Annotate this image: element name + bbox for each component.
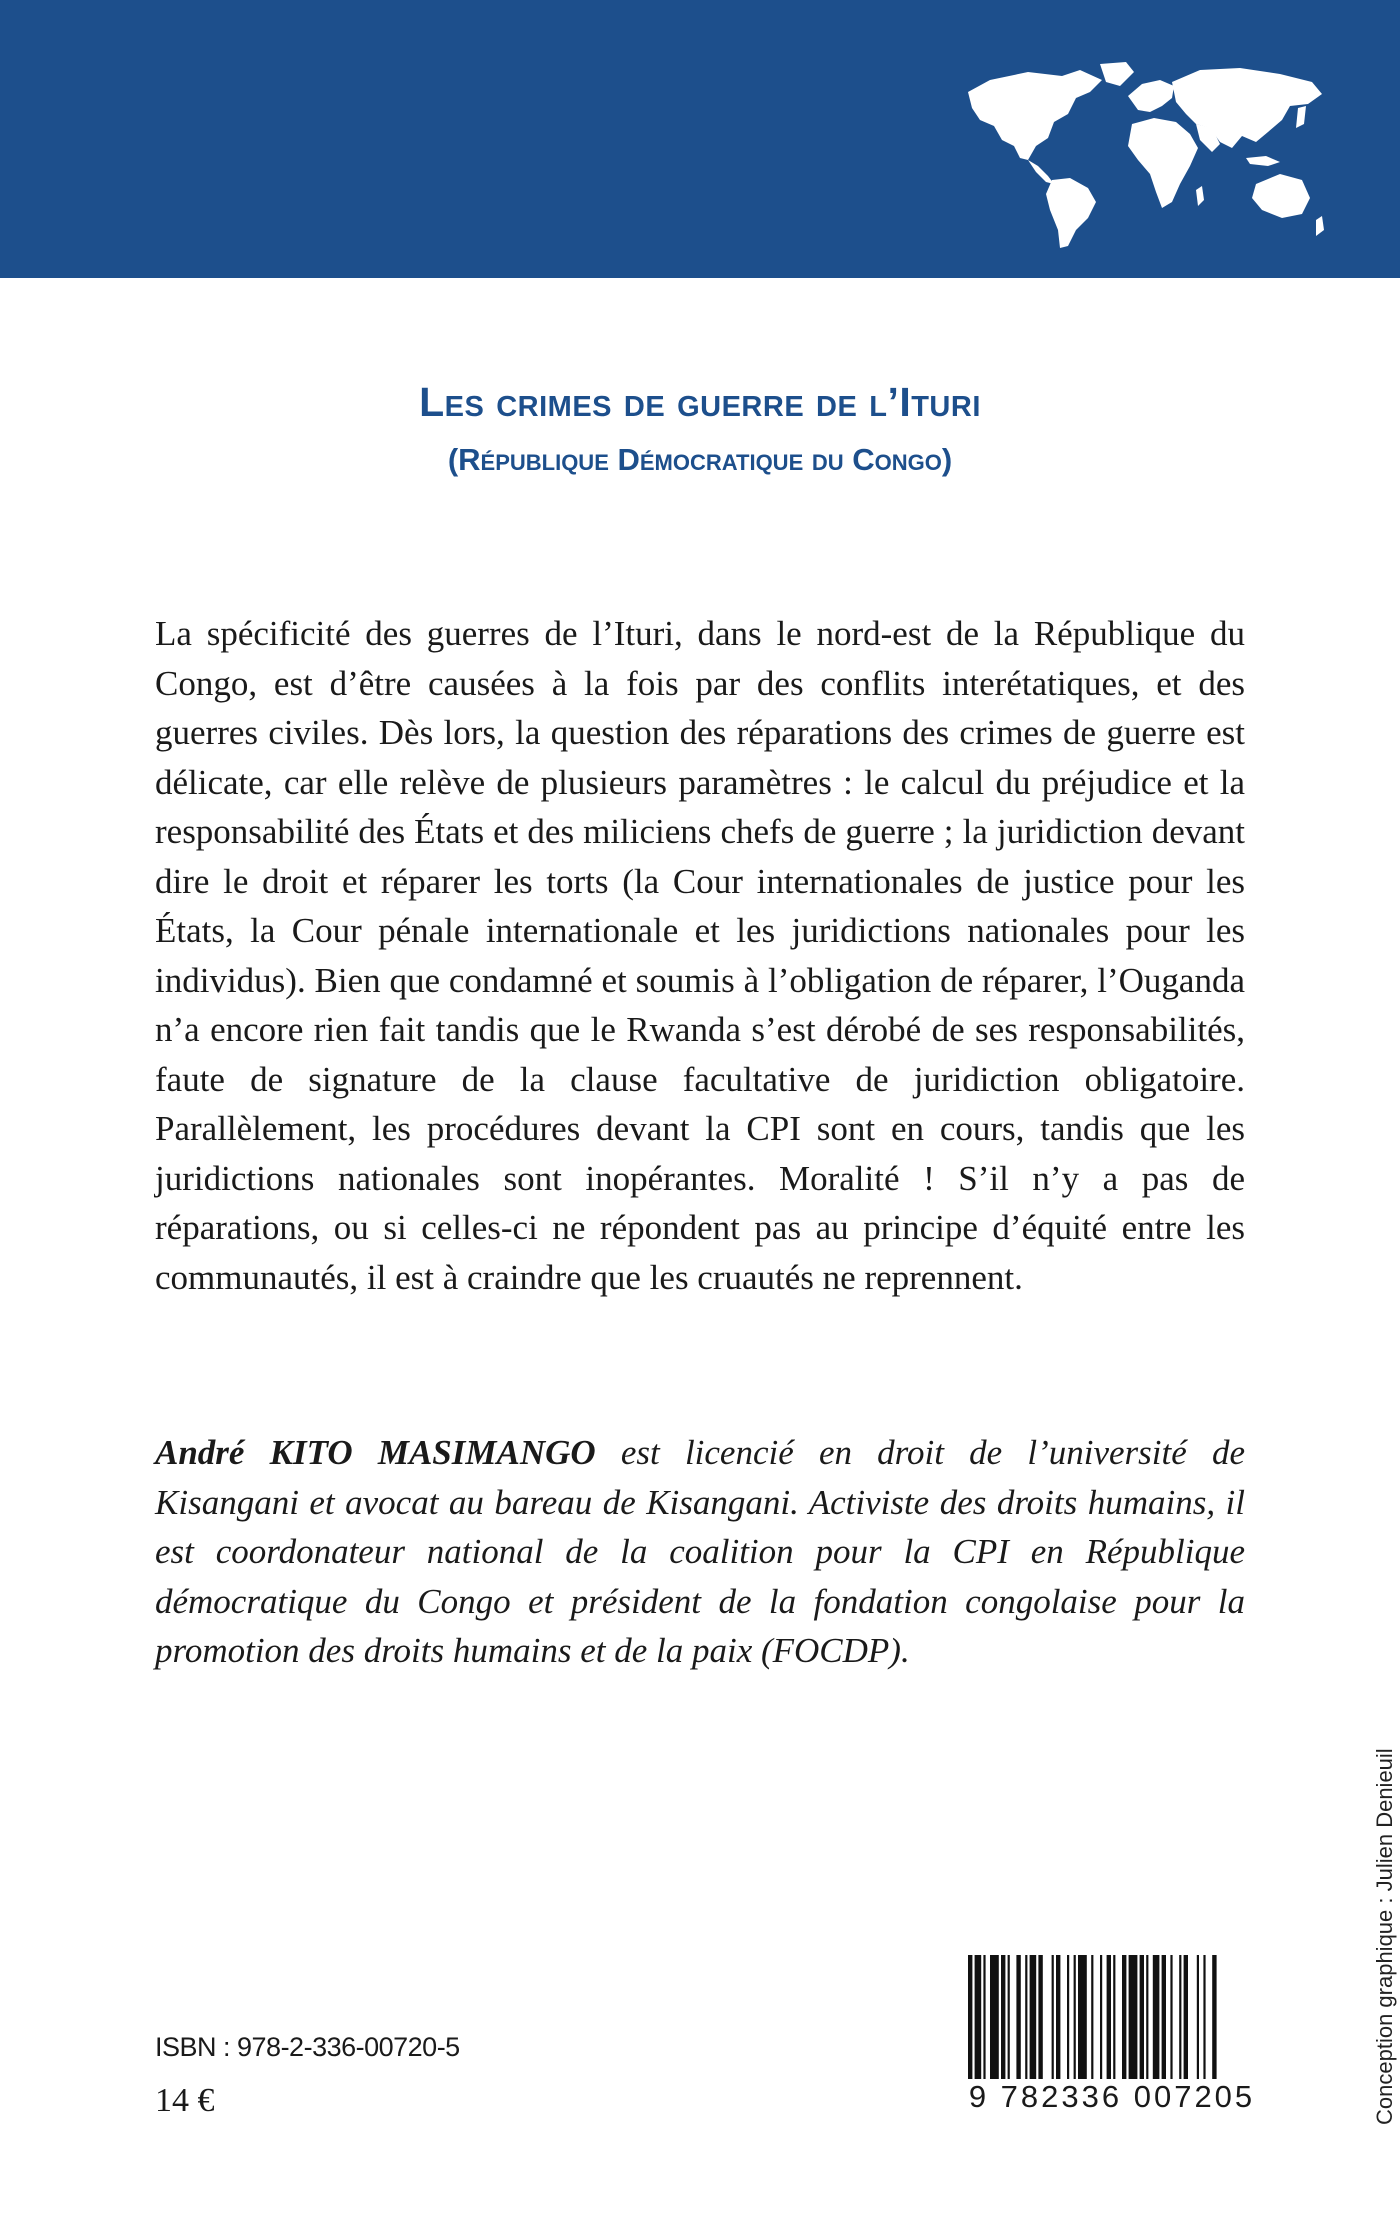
barcode-bar [1122,1955,1126,2091]
barcode-bar [1162,1955,1166,2091]
barcode-bar [1025,1955,1027,2091]
barcode-bar [1184,1955,1188,2091]
barcode-bar [1074,1955,1076,2091]
title-block [0,372,1400,482]
graphic-design-credit: Conception graphique : Julien Denieuil [1372,1748,1397,2125]
book-subtitle: (République Démocratique du Congo) [447,442,953,477]
author-name: André KITO MASIMANGO [155,1433,596,1472]
barcode-bar [1078,1955,1087,2091]
barcode-bar [1091,1955,1093,2091]
barcode-bar [1107,1955,1111,2091]
isbn: ISBN : 978-2-336-00720-5 [155,2032,460,2062]
author-bio [155,1428,1245,1676]
barcode-bar [1001,1955,1005,2091]
barcode-bar [1140,1955,1144,2091]
barcode-bar [1008,1955,1010,2091]
barcode [962,1955,1262,2118]
barcode-bar [1197,1955,1199,2091]
barcode-bar [1179,1955,1181,2091]
barcode-bars [962,1955,1262,2095]
barcode-bar [990,1955,999,2091]
book-title: Les crimes de guerre de l’Ituri [419,379,981,425]
barcode-bar [1038,1955,1042,2091]
author-bio-text: est licencié en droit de l’université de Kisangani et avocat au bareau de Kisangani. Activiste des droits humains, il est coordonateur national de la coalition pour la CPI en République démocratique du Congo et président de la fondation congolaise pour la promotion des droits humains et de la paix (FOCDP). [155,1433,1245,1670]
barcode-bar [1052,1955,1054,2091]
barcode-bar [983,1955,985,2091]
barcode-bar [1100,1955,1102,2091]
top-color-band [0,0,1400,278]
world-map-icon [950,62,1330,252]
barcode-bar [1067,1955,1069,2091]
barcode-bar [1153,1955,1160,2091]
barcode-bar [1129,1955,1138,2091]
barcode-bar [1113,1955,1115,2091]
barcode-bar [1212,1955,1216,2091]
barcode-bar [975,1955,982,2091]
barcode-bar [1056,1955,1060,2091]
barcode-digits: 9 782336 007205 [962,2079,1262,2115]
price: 14 € [155,2082,215,2119]
barcode-bar [1170,1955,1172,2091]
barcode-bar [1016,1955,1020,2091]
barcode-bar [1203,1955,1205,2091]
barcode-bar [1030,1955,1037,2091]
barcode-bar [1146,1955,1148,2091]
book-summary: La spécificité des guerres de l’Ituri, dans le nord-est de la République du Congo, est d’être causées à la fois par des conflits interétatiques, et des guerres civiles. Dès lors, la question des réparations des crimes de guerre est délicate, car elle relève de plusieurs paramètres : le calcul du préjudice et la responsabilité des États et des miliciens chefs de guerre ; la juridiction devant dire le droit et réparer les torts (la Cour internationales de justice pour les États, la Cour pénale internationale et les juridictions nationales pour les individus). Bien que condamné et soumis à l’obligation de réparer, l’Ouganda n’a encore rien fait tandis que le Rwanda s’est dérobé de ses responsabilités, faute de signature de la clause facultative de juridiction obligatoire. Parallèlement, les procédures devant la CPI sont en cours, tandis que les juridictions nationales sont inopérantes. Moralité ! S’il n’y a pas de réparations, ou si celles-ci ne répondent pas au principe d’équité entre les communautés, il est à craindre que les cruautés ne reprennent. [155,614,1245,1297]
barcode-bar [968,1955,972,2091]
